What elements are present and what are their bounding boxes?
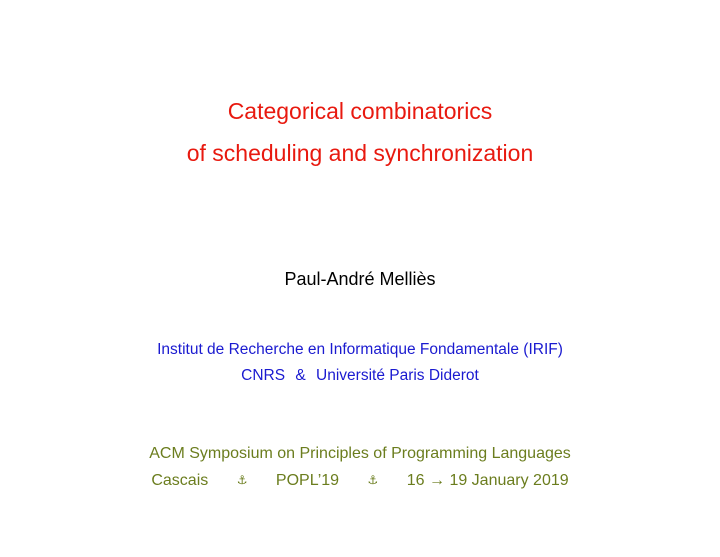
conference-dates: 16 → 19 January 2019 (406, 472, 569, 489)
anchor-separator-icon: ⚓ (367, 473, 379, 487)
institute-name: Institut de Recherche en Informatique Fondamentale (IRIF) (157, 341, 563, 358)
conference-city: Cascais (151, 472, 209, 489)
org-cnrs: CNRS (241, 367, 286, 384)
slide-title-line-1: Categorical combinatorics (227, 98, 493, 124)
ampersand: & (295, 367, 306, 384)
org-university: Université Paris Diderot (316, 367, 479, 384)
conference-details (0, 470, 720, 491)
slide-title-line-2: of scheduling and synchronization (186, 140, 534, 166)
organizations (0, 366, 720, 386)
anchor-separator-icon: ⚓ (236, 473, 248, 487)
conference-short-name: POPL’19 (275, 472, 340, 489)
author-name: Paul-André Melliès (284, 269, 436, 289)
conference-name: ACM Symposium on Principles of Programming Languages (149, 445, 571, 462)
